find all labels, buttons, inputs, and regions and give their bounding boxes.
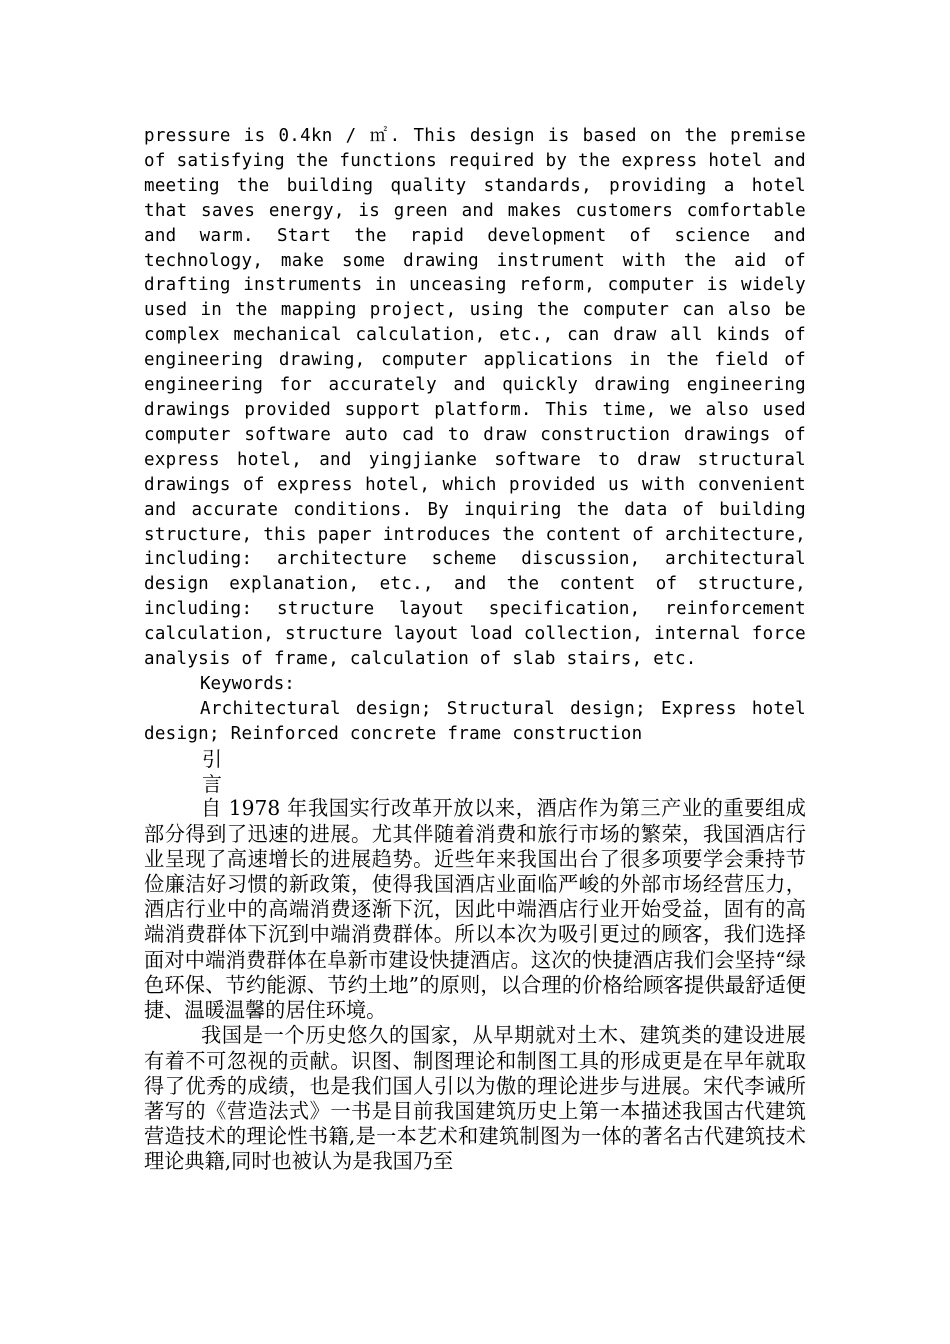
intro-heading-line1: 引 <box>202 746 222 771</box>
abstract-body: pressure is 0.4kn / ㎡. This design is based on the premise of satisfying the functions required by the express hotel and meeting the building quality standards, providing a hotel that saves energy, is green and makes customers comfortable and warm. Start the rapid development of science and technology, make some drawing instrument with the aid of drafting instruments in unceasing reform, computer is widely used in the mapping project, using the computer can also be complex mechanical calculation, etc., can draw all kinds of engineering drawing, computer applications in the field of engineering for accurately and quickly drawing engineering drawings provided support platform. This time, we also used computer software auto cad to draw construction drawings of express hotel, and yingjianke software to draw structural drawings of express hotel, which provided us with convenient and accurate conditions. By inquiring the data of building structure, this paper introduces the content of architecture, including: architecture scheme discussion, architectural design explanation, etc., and the content of structure, including: structure layout specification, reinforcement calculation, structure layout load collection, internal force analysis of frame, calculation of slab stairs, etc. <box>144 126 806 670</box>
intro-paragraph-2: 我国是一个历史悠久的国家，从早期就对土木、建筑类的建设进展有着不可忽视的贡献。识图、制图理论和制图工具的形成更是在早年就取得了优秀的成绩，也是我们国人引以为傲的理论进步与进展。宋代李诫所著写的《营造法式》一书是目前我国建筑历史上第一本描述我国古代建筑营造技术的理论性书籍,是一本艺术和建筑制图为一体的著名古代建筑技术理论典籍,同时也被认为是我国乃至 <box>144 1023 806 1174</box>
intro-heading-line2: 言 <box>202 771 222 796</box>
keywords-label: Keywords: <box>200 673 295 694</box>
keywords-text: Architectural design; Structural design; Express hotel design; Reinforced concrete frame construction <box>144 698 806 744</box>
intro-paragraph-1: 自 1978 年我国实行改革开放以来，酒店作为第三产业的重要组成部分得到了迅速的进展。尤其伴随着消费和旅行市场的繁荣，我国酒店行业呈现了高速增长的进展趋势。近些年来我国出台了很多项要学会秉持节俭廉洁好习惯的新政策，使得我国酒店业面临严峻的外部市场经营压力，酒店行业中的高端消费逐渐下沉，因此中端酒店行业开始受益，固有的高端消费群体下沉到中端消费群体。所以本次为吸引更过的顾客，我们选择面对中端消费群体在阜新市建设快捷酒店。这次的快捷酒店我们会坚持“绿色环保、节约能源、节约土地”的原则，以合理的价格给顾客提供最舒适便捷、温暖温馨的居住环境。 <box>144 796 806 1023</box>
document-page <box>144 124 806 1175</box>
